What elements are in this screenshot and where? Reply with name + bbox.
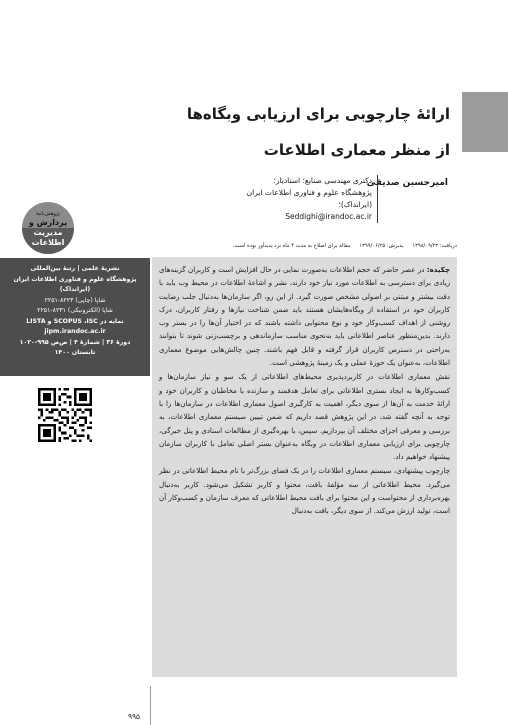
journal-indexing: نمایه در SCOPUS ،ISC و LISTA <box>26 317 124 325</box>
abstract-paragraph-1 <box>159 263 450 369</box>
author-email[interactable]: Seddighi@irandoc.ac.ir <box>285 212 372 221</box>
journal-season: تابستان ۱۴۰۰ <box>54 349 96 356</box>
author-affiliation <box>218 175 378 223</box>
abstract-box <box>152 257 457 677</box>
journal-logo <box>20 200 76 256</box>
page-number: ۹۹۵ <box>128 712 141 721</box>
article-dates <box>152 240 457 252</box>
received-date: دریافت: ۱۳۹۸/۰۹/۲۲ <box>412 243 457 249</box>
abstract-paragraph-3: چارچوب پیشنهادی، سیستم معماری اطلاعات را در یک فضای بزرگ‌تر با نام محیط اطلاعاتی در نظر می‌گیرد. محیط اطلاعاتی از سه مؤلفۀ بافت، محتوا و کاربر تشکیل می‌شود. کاربر به‌دنبال بهره‌برداری از محتواست و این محتوا برای بافت محیط اطلاعاتی که معرف سازمان و کسب‌وکار آن است، تولید ارزش می‌کند. از سوی دیگر، بافت به‌دنبال <box>159 466 450 516</box>
journal-publisher-abbr: (ایرانداک) <box>59 286 91 293</box>
journal-publisher: پژوهشگاه علوم و فناوری اطلاعات ایران <box>13 275 137 283</box>
journal-info-panel <box>0 258 150 376</box>
logo-text-3: مدیریت <box>33 228 63 237</box>
abstract-label: چکیده: <box>426 265 450 274</box>
article-title <box>90 96 450 168</box>
journal-website[interactable]: jipm.irandoc.ac.ir <box>44 328 106 335</box>
journal-volume: دورۀ ۳۶ | شمارۀ ۴ | ص‌ص ۹۹۵-۱۰۲۰ <box>19 338 131 346</box>
qr-code-icon[interactable] <box>38 388 92 442</box>
section-tab <box>462 92 508 152</box>
issn-print: شاپا (چاپی) ۸۲۲۳-۲۲۵۱ <box>44 296 106 304</box>
accepted-date: پذیرش: ۱۳۹۹/۰۶/۲۵ <box>359 243 404 249</box>
logo-text-1: پژوهش‌نامۀ <box>36 211 60 217</box>
page-divider <box>150 686 151 725</box>
logo-text-2: پردازش و <box>28 218 68 227</box>
abstract-paragraph-2: نقش معماری اطلاعات در کاربردپذیری محیط‌های اطلاعاتی از یک سو و نیاز سازمان‌ها و کسب‌وکارها به ایجاد بستری اطلاعاتی برای تعامل هدفمند و سازنده با مخاطبان و کاربران خود و ارائۀ خدمت به آن‌ها از سوی دیگر، اهمیت به کارگیری اصول معماری اطلاعات در سازمان‌ها را با توجه به آنچه گفته شد، در این پژوهش قصد داریم که ضمن تبیین سیستم معماری اطلاعات، به بررسی و معرفی اجزای مختلف آن بپردازیم. سپس، با بهره‌گیری از مطالعات اسنادی و پنل خبرگی، چارچوبی برای ارزیابی معماری اطلاعات در وبگاه به‌عنوان بستر اصلی تعامل با کاربران سازمان پیشنهاد خواهیم داد. <box>159 372 450 462</box>
affiliation-line-2: پژوهشگاه علوم و فناوری اطلاعات ایران (ایرانداک)؛ <box>246 188 372 209</box>
issn-online: شاپا (الکترونیکی) ۸۲۳۱-۲۲۵۱ <box>37 307 113 314</box>
affiliation-line-1: دکتری مهندسی صنایع؛ استادیار؛ <box>273 176 372 185</box>
logo-text-4: اطلاعات <box>31 238 65 247</box>
author-name: امیرحسین صدیقی <box>366 178 448 188</box>
journal-rank: نشریۀ علمی | رتبۀ بین‌المللی <box>30 265 120 272</box>
revision-note: مقاله برای اصلاح به مدت ۴ ماه نزد پدیدآور بوده است. <box>232 243 351 249</box>
title-line-1: ارائۀ چارچوبی برای ارزیابی وبگاه‌ها <box>186 105 450 123</box>
title-line-2: از منظر معماری اطلاعات <box>263 141 450 159</box>
abstract-paragraph-1-text: در عصر حاضر که حجم اطلاعات به‌صورت نمایی در حال افزایش است و کاربران گزینه‌های زیادی برای دسترسی به اطلاعات مورد نیاز خود دارند، نشر و اشاعۀ اطلاعات در محیط وب باید با دقت بیشتر و مبتنی بر اصولی مشخص صورت گیرد. از این رو، اگر سازمان‌ها به‌دنبال جلب رضایت کاربران خود در استفاده از وبگاه‌هایشان هستند باید ضمن شناخت نیازها و رفتار کاربران، درک روشنی از اهداف کسب‌وکار خود و نوع محتوایی داشته باشند که در اختیار آن‌ها را در بستر وب دارند. بدین‌منظور عناصر اطلاعاتی باید به‌نحوی مناسب سازماندهی و برچسب‌زنی شوند تا بتوانند به‌راحتی در دسترس کاربران قرار گرفته و قابل فهم باشند. چنین چالش‌هایی موضوع معماری اطلاعات، به‌عنوان یک حوزۀ عملی و یک زمینۀ پژوهشی است. <box>159 265 450 368</box>
